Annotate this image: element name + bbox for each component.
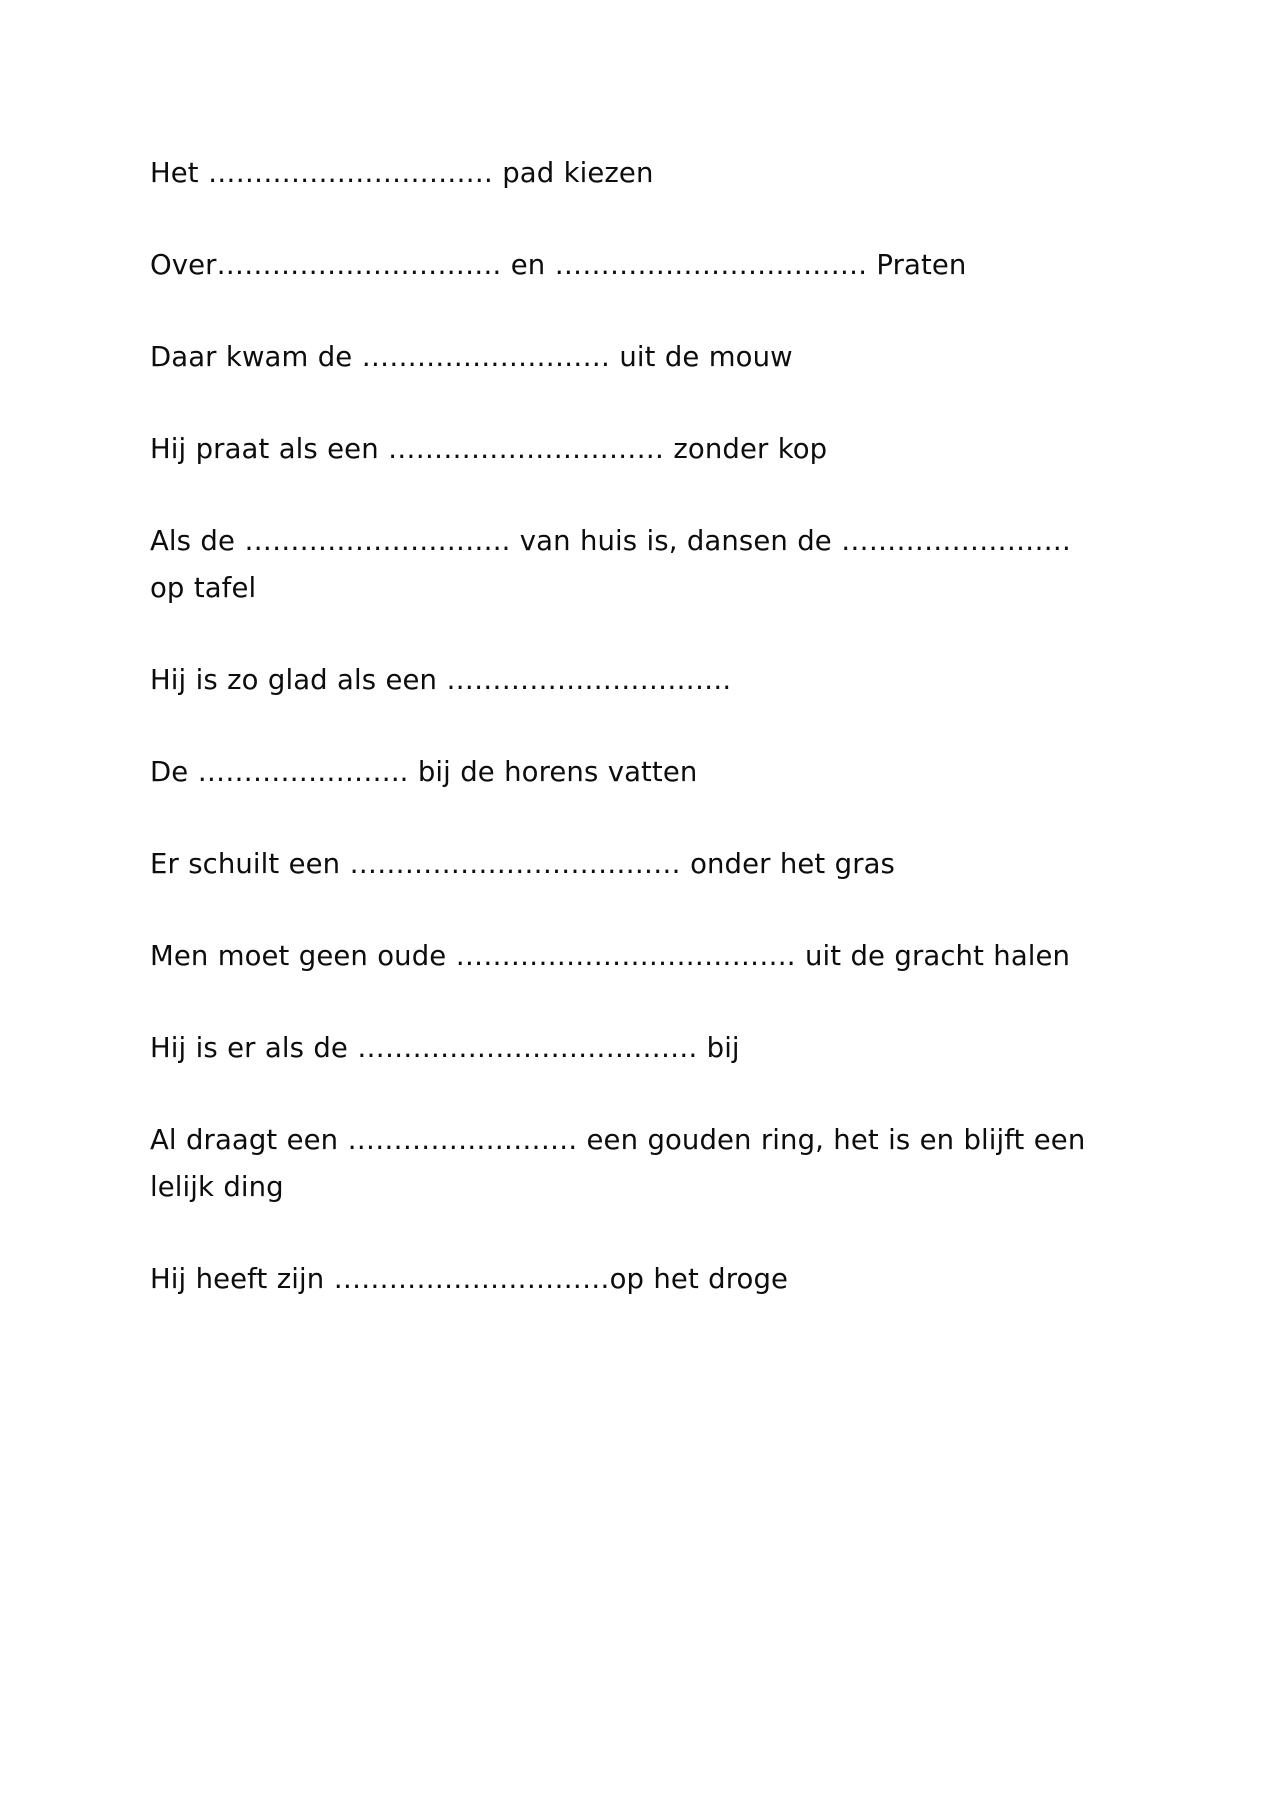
worksheet-line: Hij is er als de ………………………………. bij	[150, 1032, 740, 1064]
worksheet-line: De ………………….. bij de horens vatten	[150, 756, 698, 788]
worksheet-line: Men moet geen oude ………………………………. uit de gracht halen	[150, 940, 1071, 972]
worksheet-line: Over…………………………. en ……………………………. Praten	[150, 249, 967, 281]
worksheet-line: Als de ……………………….. van huis is, dansen de ……………………. op tafel	[150, 525, 1071, 604]
worksheet-line: Al draagt een ……………………. een gouden ring, het is en blijft een lelijk ding	[150, 1124, 1086, 1203]
worksheet-body	[150, 150, 1110, 1303]
worksheet-line: Hij heeft zijn …………………………op het droge	[150, 1263, 789, 1295]
worksheet-line: Daar kwam de ……………………… uit de mouw	[150, 341, 793, 373]
worksheet-line: Hij praat als een ………………………… zonder kop	[150, 433, 828, 465]
worksheet-line: Het …………………………. pad kiezen	[150, 157, 654, 189]
worksheet-line: Er schuilt een ……………………………… onder het gras	[150, 848, 895, 880]
worksheet-line: Hij is zo glad als een ………………………….	[150, 664, 732, 696]
